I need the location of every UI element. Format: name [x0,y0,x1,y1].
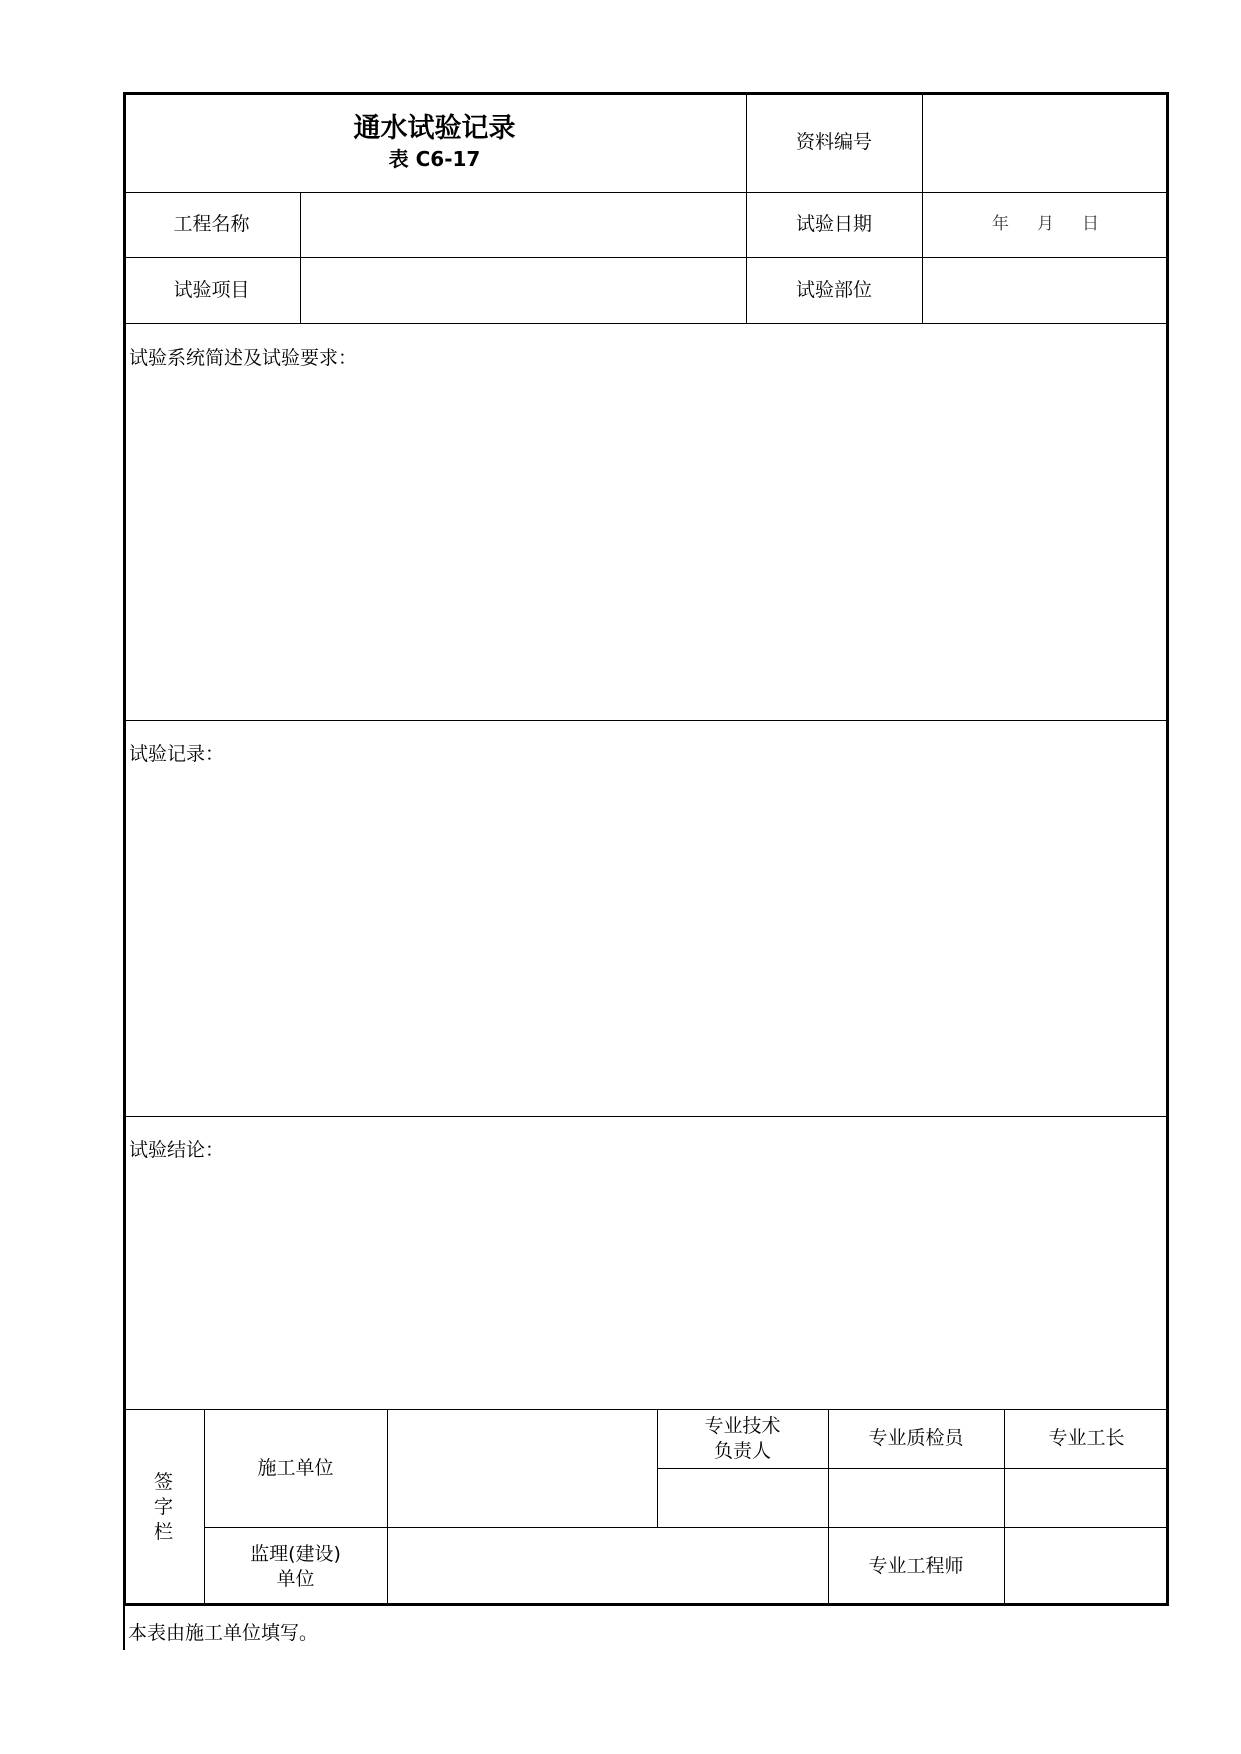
qc-inspector-label: 专业质检员 [868,1427,964,1449]
supervision-unit-label [204,1527,387,1606]
conclusion-area[interactable] [123,1116,1169,1409]
date-year-label: 年 [992,214,1009,234]
engineer-signature-field[interactable] [1004,1527,1169,1606]
supervision-line2: 单位 [276,1567,315,1590]
test-location-label: 试验部位 [795,278,872,301]
construction-unit-label: 施工单位 [257,1456,334,1479]
signature-column-label [123,1409,204,1606]
construction-unit-field[interactable] [387,1409,657,1527]
test-date-label: 试验日期 [795,213,872,235]
footer-note: 本表由施工单位填写。 [128,1622,319,1644]
margin-line [123,1606,125,1650]
supervision-unit-field[interactable] [387,1527,828,1606]
project-name-field[interactable] [300,192,746,257]
record-label: 试验记录： [129,743,225,765]
tech-lead-label [657,1409,828,1468]
test-item-field[interactable] [300,257,746,323]
project-name-label: 工程名称 [173,213,250,235]
supervision-line1: 监理(建设) [250,1542,341,1565]
test-record-form [123,92,1169,1606]
signature-char: 字 [153,1496,173,1518]
description-area[interactable] [123,323,1169,720]
date-month-label: 月 [1037,214,1054,234]
test-item-label: 试验项目 [173,278,250,301]
engineer-label: 专业工程师 [868,1555,964,1577]
date-day-label: 日 [1082,214,1099,234]
description-label: 试验系统简述及试验要求： [129,347,358,369]
form-title-block [123,92,746,192]
foreman-signature-field[interactable] [1004,1468,1169,1527]
doc-no-field[interactable] [922,92,1169,192]
foreman-label: 专业工长 [1048,1427,1125,1449]
doc-no-label: 资料编号 [795,130,872,153]
test-location-field[interactable] [922,257,1169,323]
tech-lead-line2: 负责人 [713,1439,771,1462]
signature-char: 栏 [153,1521,173,1543]
signature-char: 签 [153,1471,173,1493]
tech-lead-signature-field[interactable] [657,1468,828,1527]
form-code: 表 C6-17 [388,147,481,171]
conclusion-label: 试验结论： [129,1139,225,1161]
record-area[interactable] [123,720,1169,1116]
form-title: 通水试验记录 [353,113,516,144]
qc-inspector-signature-field[interactable] [828,1468,1004,1527]
tech-lead-line1: 专业技术 [704,1414,781,1437]
test-date-field[interactable] [922,192,1169,257]
